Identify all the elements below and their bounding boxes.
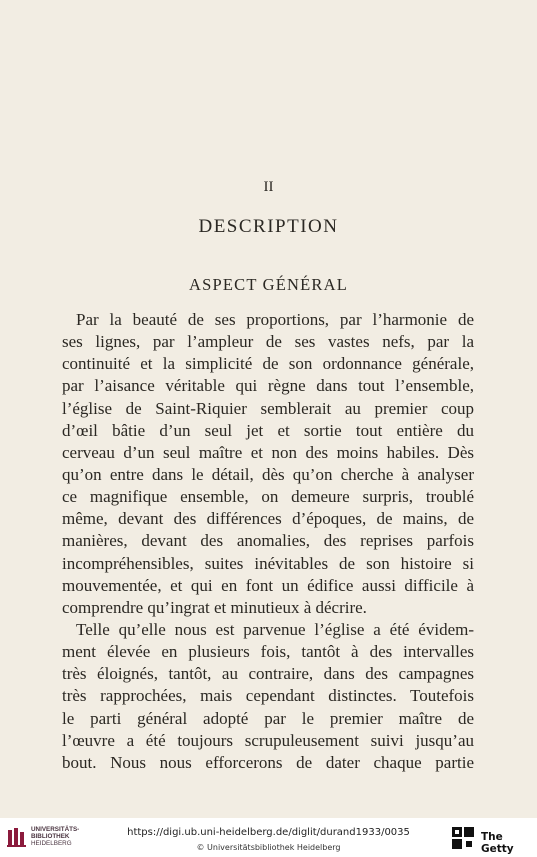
text-line: bout. Nous nous efforcerons de dater chaque partie — [62, 752, 474, 772]
text-line: ce magnifique ensemble, on demeure surpris, troublé — [62, 487, 474, 507]
getty-logo-icon — [452, 827, 474, 849]
text-line: continuité et la simplicité de son ordonnance générale, — [62, 354, 474, 374]
copyright-notice: © Universitätsbibliothek Heidelberg — [196, 843, 341, 852]
text-line: ment élevée en plusieurs fois, tantôt à des intervalles — [62, 642, 474, 662]
chapter-title: DESCRIPTION — [198, 216, 339, 237]
body-text — [62, 309, 474, 774]
text-line: par l’aisance véritable qui règne dans tout l’ensemble, — [62, 376, 474, 396]
section-title: ASPECT GÉNÉRAL — [188, 275, 349, 294]
text-line: l’église de Saint-Riquier semblerait au premier coup — [62, 398, 474, 418]
text-line: Par la beauté de ses proportions, par l’harmonie de — [76, 310, 474, 329]
page-url-link[interactable]: https://digi.ub.uni-heidelberg.de/diglit/durand1933/0035 — [127, 827, 410, 838]
text-line: comprendre qu’ingrat et minutieux à décrire. — [62, 597, 367, 617]
text-line: cerveau d’un seul maître et non des moins habiles. Dès — [62, 442, 474, 462]
library-name-line-2: BIBLIOTHEK — [31, 833, 70, 840]
text-line: Telle qu’elle nous est parvenue l’église a été évidem- — [76, 619, 474, 639]
text-line: qu’on entre dans le détail, dès qu’on cherche à analyser — [62, 464, 474, 484]
text-line: très rapprochées, mais cependant distinctes. Toutefois — [62, 686, 474, 706]
library-name-line-1: UNIVERSITÄTS- — [31, 826, 80, 833]
text-line: manières, devant des anomalies, des reprises parfois — [62, 531, 474, 551]
text-line: incompréhensibles, suites inévitables de son histoire si — [62, 553, 474, 573]
partner-name: The Getty — [481, 831, 514, 855]
chapter-number: II — [263, 179, 274, 195]
text-line: le parti général adopté par le premier maître de — [62, 708, 474, 728]
viewer-footer — [0, 818, 537, 857]
text-line: très éloignés, tantôt, au contraire, dans des campagnes — [62, 664, 474, 684]
text-line: d’œil bâtie d’un seul jet et sortie tout entière du — [62, 420, 474, 440]
text-line: mouvementée, et qui en font un édifice aussi difficile à — [62, 575, 474, 595]
text-line: ses lignes, par l’ampleur de ses vastes nefs, par la — [62, 332, 474, 352]
library-city: HEIDELBERG — [31, 840, 72, 847]
text-line: l’œuvre a été toujours scrupuleusement suivi jusqu’au — [62, 730, 474, 750]
text-line: même, devant des différences d’époques, de mains, de — [62, 509, 474, 529]
